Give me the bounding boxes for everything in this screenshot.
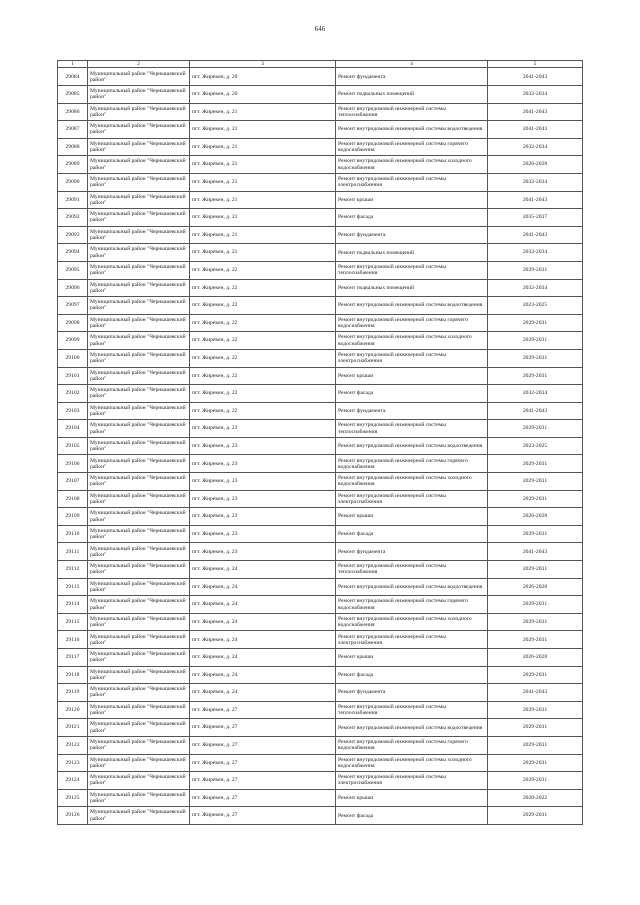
period-cell: 2041-2043 — [488, 684, 583, 702]
address-cell: пгт. Жирекен, д. 22 — [190, 349, 336, 367]
work-type-cell: Ремонт крыши — [336, 508, 488, 526]
address-cell: пгт. Жирекен, д. 27 — [190, 754, 336, 772]
row-number-cell: 29093 — [58, 226, 88, 244]
municipality-cell: Муниципальный район "Чернышевский район" — [88, 649, 190, 667]
work-type-cell: Ремонт внутридомовой инженерной системы теплоснабжения — [336, 103, 488, 121]
row-number-cell: 29113 — [58, 578, 88, 596]
address-cell: пгт. Жирекен, д. 22 — [190, 297, 336, 315]
row-number-cell: 29125 — [58, 789, 88, 807]
municipality-cell: Муниципальный район "Чернышевский район" — [88, 367, 190, 385]
table-row — [58, 173, 583, 191]
column-header: 5 — [488, 61, 583, 68]
municipality-cell: Муниципальный район "Чернышевский район" — [88, 631, 190, 649]
period-cell: 2029-2031 — [488, 701, 583, 719]
address-cell: пгт. Жирекен, д. 23 — [190, 525, 336, 543]
period-cell: 2029-2031 — [488, 807, 583, 825]
period-cell: 2029-2031 — [488, 367, 583, 385]
work-type-cell: Ремонт внутридомовой инженерной системы горячего водоснабжения — [336, 314, 488, 332]
row-number-cell: 29094 — [58, 244, 88, 262]
work-type-cell: Ремонт подвальных помещений — [336, 244, 488, 262]
period-cell: 2032-2034 — [488, 138, 583, 156]
table-row — [58, 596, 583, 614]
period-cell: 2029-2031 — [488, 490, 583, 508]
municipality-cell: Муниципальный район "Чернышевский район" — [88, 772, 190, 790]
work-type-cell: Ремонт внутридомовой инженерной системы водоотведения — [336, 437, 488, 455]
period-cell: 2041-2043 — [488, 226, 583, 244]
municipality-cell: Муниципальный район "Чернышевский район" — [88, 261, 190, 279]
period-cell: 2035-2037 — [488, 209, 583, 227]
address-cell: пгт. Жирекен, д. 24 — [190, 578, 336, 596]
table-row — [58, 209, 583, 227]
work-type-cell: Ремонт фасада — [336, 807, 488, 825]
municipality-cell: Муниципальный район "Чернышевский район" — [88, 789, 190, 807]
municipality-cell: Муниципальный район "Чернышевский район" — [88, 226, 190, 244]
row-number-cell: 29101 — [58, 367, 88, 385]
municipality-cell: Муниципальный район "Чернышевский район" — [88, 455, 190, 473]
address-cell: пгт. Жирекен, д. 22 — [190, 402, 336, 420]
table-row — [58, 367, 583, 385]
address-cell: пгт. Жирекен, д. 22 — [190, 332, 336, 350]
address-cell: пгт. Жирекен, д. 24 — [190, 684, 336, 702]
municipality-cell: Муниципальный район "Чернышевский район" — [88, 754, 190, 772]
work-type-cell: Ремонт фундамента — [336, 68, 488, 86]
row-number-cell: 29089 — [58, 156, 88, 174]
municipality-cell: Муниципальный район "Чернышевский район" — [88, 666, 190, 684]
row-number-cell: 29088 — [58, 138, 88, 156]
period-cell: 2023-2025 — [488, 297, 583, 315]
row-number-cell: 29090 — [58, 173, 88, 191]
work-type-cell: Ремонт внутридомовой инженерной системы теплоснабжения — [336, 420, 488, 438]
row-number-cell: 29124 — [58, 772, 88, 790]
row-number-cell: 29109 — [58, 508, 88, 526]
table-row — [58, 156, 583, 174]
table-row — [58, 543, 583, 561]
work-type-cell: Ремонт фасада — [336, 666, 488, 684]
municipality-cell: Муниципальный район "Чернышевский район" — [88, 173, 190, 191]
municipality-cell: Муниципальный район "Чернышевский район" — [88, 490, 190, 508]
address-cell: пгт. Жирекен, д. 21 — [190, 191, 336, 209]
address-cell: пгт. Жирекен, д. 21 — [190, 103, 336, 121]
work-type-cell: Ремонт фундамента — [336, 402, 488, 420]
table-row — [58, 613, 583, 631]
table-row — [58, 666, 583, 684]
work-type-cell: Ремонт внутридомовой инженерной системы электроснабжения — [336, 631, 488, 649]
table-row — [58, 754, 583, 772]
municipality-cell: Муниципальный район "Чернышевский район" — [88, 613, 190, 631]
column-header: 3 — [190, 61, 336, 68]
period-cell: 2032-2034 — [488, 86, 583, 104]
table-row — [58, 561, 583, 579]
row-number-cell: 29126 — [58, 807, 88, 825]
work-type-cell: Ремонт фасада — [336, 385, 488, 403]
address-cell: пгт. Жирекен, д. 22 — [190, 367, 336, 385]
municipality-cell: Муниципальный район "Чернышевский район" — [88, 561, 190, 579]
work-type-cell: Ремонт крыши — [336, 789, 488, 807]
capital-repair-table — [57, 60, 583, 825]
period-cell: 2029-2031 — [488, 525, 583, 543]
table-row — [58, 807, 583, 825]
address-cell: пгт. Жирекен, д. 20 — [190, 68, 336, 86]
period-cell: 2029-2031 — [488, 631, 583, 649]
period-cell: 2029-2031 — [488, 314, 583, 332]
table-row — [58, 578, 583, 596]
period-cell: 2029-2031 — [488, 772, 583, 790]
municipality-cell: Муниципальный район "Чернышевский район" — [88, 719, 190, 737]
address-cell: пгт. Жирекен, д. 27 — [190, 789, 336, 807]
municipality-cell: Муниципальный район "Чернышевский район" — [88, 578, 190, 596]
address-cell: пгт. Жирекен, д. 21 — [190, 209, 336, 227]
period-cell: 2041-2043 — [488, 68, 583, 86]
row-number-cell: 29122 — [58, 736, 88, 754]
table-row — [58, 279, 583, 297]
table-row — [58, 138, 583, 156]
period-cell: 2032-2034 — [488, 173, 583, 191]
work-type-cell: Ремонт внутридомовой инженерной системы холодного водоснабжения — [336, 156, 488, 174]
municipality-cell: Муниципальный район "Чернышевский район" — [88, 121, 190, 139]
table-row — [58, 349, 583, 367]
address-cell: пгт. Жирекен, д. 23 — [190, 508, 336, 526]
municipality-cell: Муниципальный район "Чернышевский район" — [88, 525, 190, 543]
row-number-cell: 29103 — [58, 402, 88, 420]
table-row — [58, 736, 583, 754]
row-number-cell: 29123 — [58, 754, 88, 772]
address-cell: пгт. Жирекен, д. 23 — [190, 490, 336, 508]
period-cell: 2029-2031 — [488, 613, 583, 631]
table-row — [58, 385, 583, 403]
municipality-cell: Муниципальный район "Чернышевский район" — [88, 332, 190, 350]
period-cell: 2029-2031 — [488, 719, 583, 737]
row-number-cell: 29091 — [58, 191, 88, 209]
work-type-cell: Ремонт внутридомовой инженерной системы горячего водоснабжения — [336, 596, 488, 614]
work-type-cell: Ремонт внутридомовой инженерной системы водоотведения — [336, 121, 488, 139]
table-row — [58, 314, 583, 332]
row-number-cell: 29087 — [58, 121, 88, 139]
municipality-cell: Муниципальный район "Чернышевский район" — [88, 191, 190, 209]
period-cell: 2026-2028 — [488, 508, 583, 526]
work-type-cell: Ремонт внутридомовой инженерной системы электроснабжения — [336, 772, 488, 790]
municipality-cell: Муниципальный район "Чернышевский район" — [88, 244, 190, 262]
municipality-cell: Муниципальный район "Чернышевский район" — [88, 420, 190, 438]
address-cell: пгт. Жирекен, д. 21 — [190, 156, 336, 174]
table-row — [58, 437, 583, 455]
address-cell: пгт. Жирекен, д. 27 — [190, 772, 336, 790]
row-number-cell: 29121 — [58, 719, 88, 737]
table-row — [58, 68, 583, 86]
row-number-cell: 29086 — [58, 103, 88, 121]
row-number-cell: 29114 — [58, 596, 88, 614]
work-type-cell: Ремонт фундамента — [336, 226, 488, 244]
period-cell: 2029-2031 — [488, 666, 583, 684]
table-row — [58, 649, 583, 667]
address-cell: пгт. Жирекен, д. 21 — [190, 173, 336, 191]
column-header: 4 — [336, 61, 488, 68]
municipality-cell: Муниципальный район "Чернышевский район" — [88, 736, 190, 754]
row-number-cell: 29107 — [58, 473, 88, 491]
work-type-cell: Ремонт внутридомовой инженерной системы теплоснабжения — [336, 261, 488, 279]
address-cell: пгт. Жирекен, д. 24 — [190, 649, 336, 667]
column-header: 2 — [88, 61, 190, 68]
row-number-cell: 29085 — [58, 86, 88, 104]
work-type-cell: Ремонт внутридомовой инженерной системы теплоснабжения — [336, 561, 488, 579]
address-cell: пгт. Жирекен, д. 27 — [190, 736, 336, 754]
address-cell: пгт. Жирекен, д. 20 — [190, 86, 336, 104]
row-number-cell: 29106 — [58, 455, 88, 473]
table-row — [58, 297, 583, 315]
municipality-cell: Муниципальный район "Чернышевский район" — [88, 297, 190, 315]
period-cell: 2029-2031 — [488, 349, 583, 367]
address-cell: пгт. Жирекен, д. 21 — [190, 226, 336, 244]
address-cell: пгт. Жирекен, д. 24 — [190, 613, 336, 631]
row-number-cell: 29100 — [58, 349, 88, 367]
period-cell: 2029-2031 — [488, 754, 583, 772]
period-cell: 2041-2043 — [488, 191, 583, 209]
row-number-cell: 29118 — [58, 666, 88, 684]
period-cell: 2026-2028 — [488, 649, 583, 667]
period-cell: 2041-2043 — [488, 121, 583, 139]
work-type-cell: Ремонт внутридомовой инженерной системы водоотведения — [336, 297, 488, 315]
table-row — [58, 508, 583, 526]
table-row — [58, 332, 583, 350]
municipality-cell: Муниципальный район "Чернышевский район" — [88, 596, 190, 614]
row-number-cell: 29099 — [58, 332, 88, 350]
row-number-cell: 29105 — [58, 437, 88, 455]
period-cell: 2041-2043 — [488, 103, 583, 121]
address-cell: пгт. Жирекен, д. 27 — [190, 701, 336, 719]
row-number-cell: 29098 — [58, 314, 88, 332]
period-cell: 2029-2031 — [488, 261, 583, 279]
municipality-cell: Муниципальный район "Чернышевский район" — [88, 314, 190, 332]
table-row — [58, 789, 583, 807]
period-cell: 2029-2031 — [488, 420, 583, 438]
municipality-cell: Муниципальный район "Чернышевский район" — [88, 209, 190, 227]
work-type-cell: Ремонт внутридомовой инженерной системы горячего водоснабжения — [336, 736, 488, 754]
row-number-cell: 29110 — [58, 525, 88, 543]
address-cell: пгт. Жирекен, д. 24 — [190, 561, 336, 579]
period-cell: 2020-2022 — [488, 789, 583, 807]
row-number-cell: 29112 — [58, 561, 88, 579]
municipality-cell: Муниципальный район "Чернышевский район" — [88, 473, 190, 491]
municipality-cell: Муниципальный район "Чернышевский район" — [88, 402, 190, 420]
municipality-cell: Муниципальный район "Чернышевский район" — [88, 437, 190, 455]
work-type-cell: Ремонт внутридомовой инженерной системы холодного водоснабжения — [336, 613, 488, 631]
work-type-cell: Ремонт внутридомовой инженерной системы холодного водоснабжения — [336, 754, 488, 772]
address-cell: пгт. Жирекен, д. 22 — [190, 314, 336, 332]
address-cell: пгт. Жирекен, д. 23 — [190, 473, 336, 491]
row-number-cell: 29111 — [58, 543, 88, 561]
table-row — [58, 455, 583, 473]
address-cell: пгт. Жирекен, д. 23 — [190, 455, 336, 473]
period-cell: 2029-2031 — [488, 736, 583, 754]
row-number-cell: 29097 — [58, 297, 88, 315]
row-number-cell: 29116 — [58, 631, 88, 649]
table-row — [58, 631, 583, 649]
address-cell: пгт. Жирекен, д. 24 — [190, 666, 336, 684]
table-row — [58, 244, 583, 262]
period-cell: 2029-2031 — [488, 561, 583, 579]
period-cell: 2023-2025 — [488, 437, 583, 455]
municipality-cell: Муниципальный район "Чернышевский район" — [88, 684, 190, 702]
address-cell: пгт. Жирекен, д. 23 — [190, 543, 336, 561]
table-row — [58, 261, 583, 279]
table-row — [58, 121, 583, 139]
period-cell: 2026-2028 — [488, 156, 583, 174]
row-number-cell: 29115 — [58, 613, 88, 631]
work-type-cell: Ремонт внутридомовой инженерной системы водоотведения — [336, 719, 488, 737]
column-header: 1 — [58, 61, 88, 68]
table-row — [58, 525, 583, 543]
work-type-cell: Ремонт крыши — [336, 367, 488, 385]
table-row — [58, 701, 583, 719]
work-type-cell: Ремонт фундамента — [336, 684, 488, 702]
municipality-cell: Муниципальный район "Чернышевский район" — [88, 385, 190, 403]
row-number-cell: 29084 — [58, 68, 88, 86]
work-type-cell: Ремонт крыши — [336, 649, 488, 667]
address-cell: пгт. Жирекен, д. 24 — [190, 596, 336, 614]
municipality-cell: Муниципальный район "Чернышевский район" — [88, 807, 190, 825]
work-type-cell: Ремонт внутридомовой инженерной системы горячего водоснабжения — [336, 138, 488, 156]
row-number-cell: 29117 — [58, 649, 88, 667]
work-type-cell: Ремонт фасада — [336, 525, 488, 543]
row-number-cell: 29108 — [58, 490, 88, 508]
row-number-cell: 29096 — [58, 279, 88, 297]
table-row — [58, 86, 583, 104]
municipality-cell: Муниципальный район "Чернышевский район" — [88, 156, 190, 174]
address-cell: пгт. Жирекен, д. 22 — [190, 385, 336, 403]
address-cell: пгт. Жирекен, д. 22 — [190, 261, 336, 279]
table-row — [58, 103, 583, 121]
address-cell: пгт. Жирекен, д. 27 — [190, 719, 336, 737]
work-type-cell: Ремонт внутридомовой инженерной системы теплоснабжения — [336, 701, 488, 719]
work-type-cell: Ремонт внутридомовой инженерной системы электроснабжения — [336, 349, 488, 367]
table-row — [58, 684, 583, 702]
period-cell: 2029-2031 — [488, 332, 583, 350]
table-row — [58, 420, 583, 438]
address-cell: пгт. Жирекен, д. 21 — [190, 138, 336, 156]
row-number-cell: 29092 — [58, 209, 88, 227]
table-row — [58, 772, 583, 790]
municipality-cell: Муниципальный район "Чернышевский район" — [88, 508, 190, 526]
municipality-cell: Муниципальный район "Чернышевский район" — [88, 279, 190, 297]
period-cell: 2029-2031 — [488, 455, 583, 473]
work-type-cell: Ремонт фундамента — [336, 543, 488, 561]
row-number-cell: 29102 — [58, 385, 88, 403]
table-header-row — [58, 61, 583, 68]
work-type-cell: Ремонт внутридомовой инженерной системы холодного водоснабжения — [336, 473, 488, 491]
work-type-cell: Ремонт внутридомовой инженерной системы водоотведения — [336, 578, 488, 596]
table-row — [58, 402, 583, 420]
row-number-cell: 29119 — [58, 684, 88, 702]
period-cell: 2029-2031 — [488, 473, 583, 491]
row-number-cell: 29095 — [58, 261, 88, 279]
period-cell: 2032-2034 — [488, 385, 583, 403]
address-cell: пгт. Жирекен, д. 23 — [190, 420, 336, 438]
table-row — [58, 490, 583, 508]
table-row — [58, 719, 583, 737]
address-cell: пгт. Жирекен, д. 21 — [190, 121, 336, 139]
table-row — [58, 191, 583, 209]
period-cell: 2041-2043 — [488, 543, 583, 561]
work-type-cell: Ремонт фасада — [336, 209, 488, 227]
municipality-cell: Муниципальный район "Чернышевский район" — [88, 86, 190, 104]
table-row — [58, 226, 583, 244]
work-type-cell: Ремонт внутридомовой инженерной системы горячего водоснабжения — [336, 455, 488, 473]
municipality-cell: Муниципальный район "Чернышевский район" — [88, 138, 190, 156]
municipality-cell: Муниципальный район "Чернышевский район" — [88, 103, 190, 121]
period-cell: 2032-2034 — [488, 279, 583, 297]
address-cell: пгт. Жирекен, д. 27 — [190, 807, 336, 825]
row-number-cell: 29104 — [58, 420, 88, 438]
address-cell: пгт. Жирекен, д. 21 — [190, 244, 336, 262]
work-type-cell: Ремонт подвальных помещений — [336, 86, 488, 104]
work-type-cell: Ремонт крыши — [336, 191, 488, 209]
address-cell: пгт. Жирекен, д. 23 — [190, 437, 336, 455]
work-type-cell: Ремонт внутридомовой инженерной системы электроснабжения — [336, 490, 488, 508]
period-cell: 2032-2034 — [488, 244, 583, 262]
address-cell: пгт. Жирекен, д. 24 — [190, 631, 336, 649]
address-cell: пгт. Жирекен, д. 22 — [190, 279, 336, 297]
municipality-cell: Муниципальный район "Чернышевский район" — [88, 543, 190, 561]
row-number-cell: 29120 — [58, 701, 88, 719]
work-type-cell: Ремонт внутридомовой инженерной системы холодного водоснабжения — [336, 332, 488, 350]
table-row — [58, 473, 583, 491]
work-type-cell: Ремонт внутридомовой инженерной системы электроснабжения — [336, 173, 488, 191]
work-type-cell: Ремонт подвальных помещений — [336, 279, 488, 297]
municipality-cell: Муниципальный район "Чернышевский район" — [88, 68, 190, 86]
period-cell: 2026-2028 — [488, 578, 583, 596]
page-number: 646 — [314, 25, 326, 33]
period-cell: 2029-2031 — [488, 596, 583, 614]
municipality-cell: Муниципальный район "Чернышевский район" — [88, 701, 190, 719]
municipality-cell: Муниципальный район "Чернышевский район" — [88, 349, 190, 367]
period-cell: 2041-2043 — [488, 402, 583, 420]
